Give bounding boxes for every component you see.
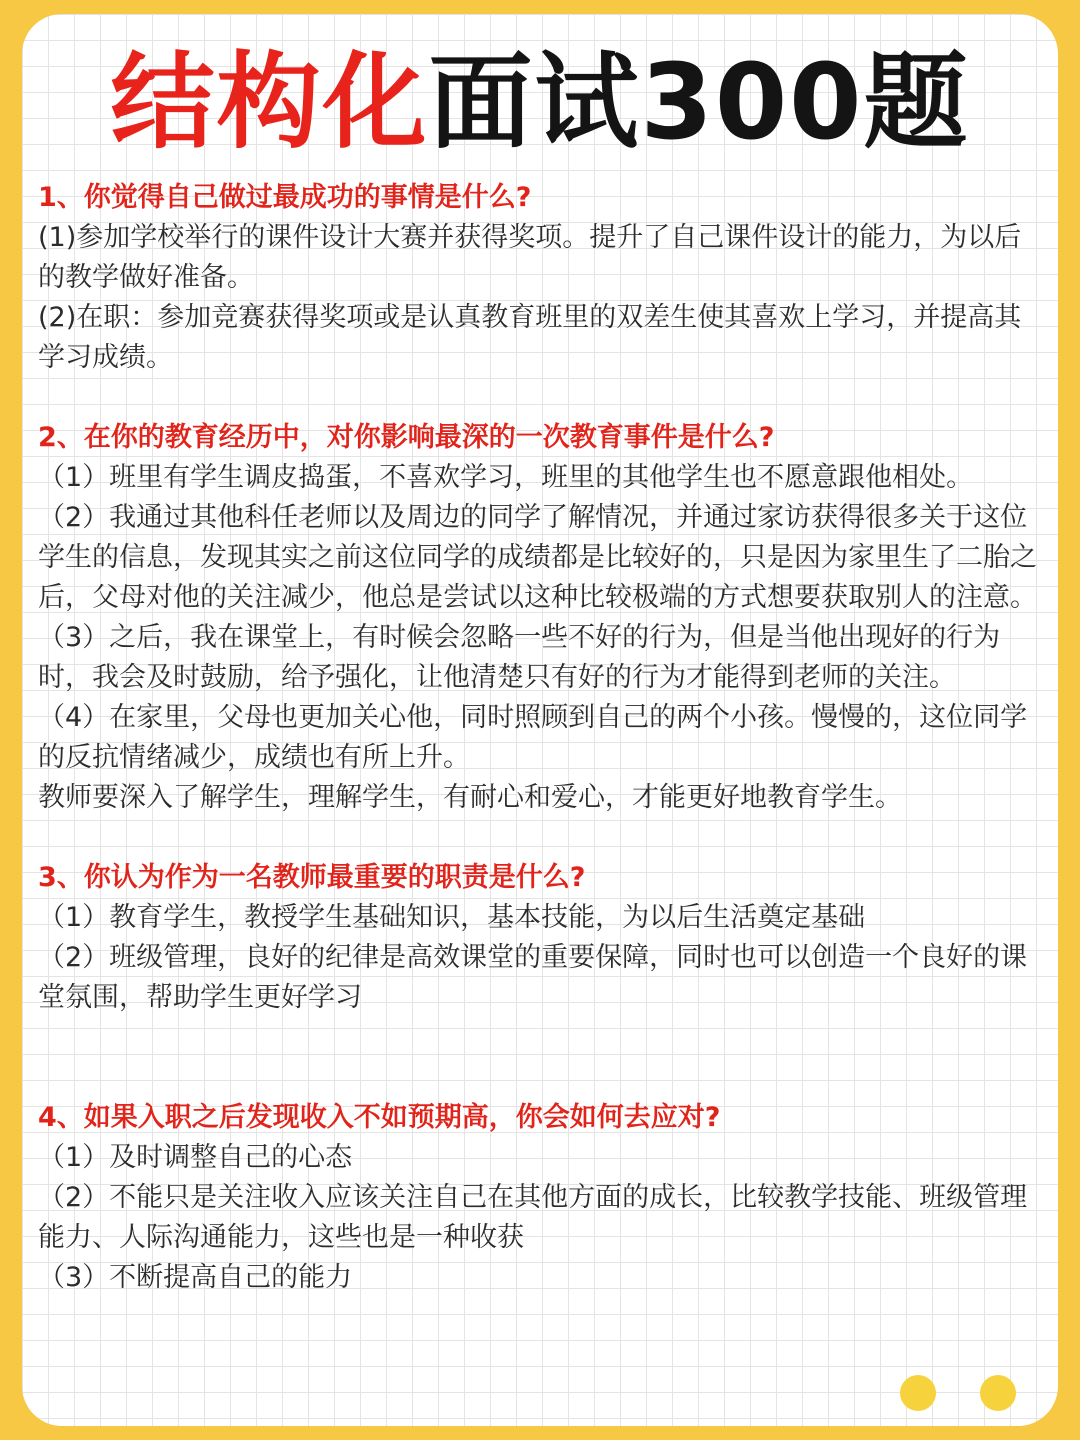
question-title: 2、在你的教育经历中，对你影响最深的一次教育事件是什么? xyxy=(38,422,775,453)
question-2 xyxy=(38,418,1046,818)
answer-paragraph: （2）班级管理，良好的纪律是高效课堂的重要保障，同时也可以创造一个良好的课堂氛围，帮助学生更好学习 xyxy=(38,942,1028,1013)
answer-paragraph: （3）不断提高自己的能力 xyxy=(38,1262,353,1293)
answer-paragraph: (1)参加学校举行的课件设计大赛并获得奖项。提升了自己课件设计的能力，为以后的教学做好准备。 xyxy=(38,222,1022,293)
note-card xyxy=(22,14,1058,1426)
question-title: 1、你觉得自己做过最成功的事情是什么? xyxy=(38,182,532,213)
answer-paragraph: (2)在职：参加竞赛获得奖项或是认真教育班里的双差生使其喜欢上学习，并提高其学习成绩。 xyxy=(38,302,1022,373)
answer-paragraph: （4）在家里，父母也更加关心他，同时照顾到自己的两个小孩。慢慢的，这位同学的反抗情绪减少，成绩也有所上升。 xyxy=(38,702,1028,773)
question-1 xyxy=(38,178,1046,378)
content xyxy=(38,178,1046,1298)
answer-paragraph: （1）及时调整自己的心态 xyxy=(38,1142,353,1173)
answer-paragraph: （1）教育学生，教授学生基础知识，基本技能，为以后生活奠定基础 xyxy=(38,902,866,933)
answer-paragraph: （2）不能只是关注收入应该关注自己在其他方面的成长，比较教学技能、班级管理能力、人际沟通能力，这些也是一种收获 xyxy=(38,1182,1028,1253)
question-4 xyxy=(38,1098,1046,1298)
question-title: 3、你认为作为一名教师最重要的职责是什么? xyxy=(38,862,586,893)
answer-paragraph: 教师要深入了解学生，理解学生，有耐心和爱心，才能更好地教育学生。 xyxy=(38,782,902,813)
decorative-dot-icon xyxy=(980,1375,1016,1411)
answer-paragraph: （1）班里有学生调皮捣蛋，不喜欢学习，班里的其他学生也不愿意跟他相处。 xyxy=(38,462,974,493)
question-title: 4、如果入职之后发现收入不如预期高，你会如何去应对? xyxy=(38,1102,721,1133)
title-black-part: 面试300题 xyxy=(428,41,970,163)
page-title xyxy=(22,41,1058,163)
decorative-dot-icon xyxy=(900,1375,936,1411)
title-red-part: 结构化 xyxy=(110,41,429,163)
question-3 xyxy=(38,858,1046,1018)
answer-paragraph: （2）我通过其他科任老师以及周边的同学了解情况，并通过家访获得很多关于这位学生的信息，发现其实之前这位同学的成绩都是比较好的，只是因为家里生了二胎之后，父母对他的关注减少，他总是尝试以这种比较极端的方式想要获取别人的注意。 xyxy=(38,502,1037,613)
answer-paragraph: （3）之后，我在课堂上，有时候会忽略一些不好的行为，但是当他出现好的行为时，我会及时鼓励，给予强化，让他清楚只有好的行为才能得到老师的关注。 xyxy=(38,622,1001,693)
